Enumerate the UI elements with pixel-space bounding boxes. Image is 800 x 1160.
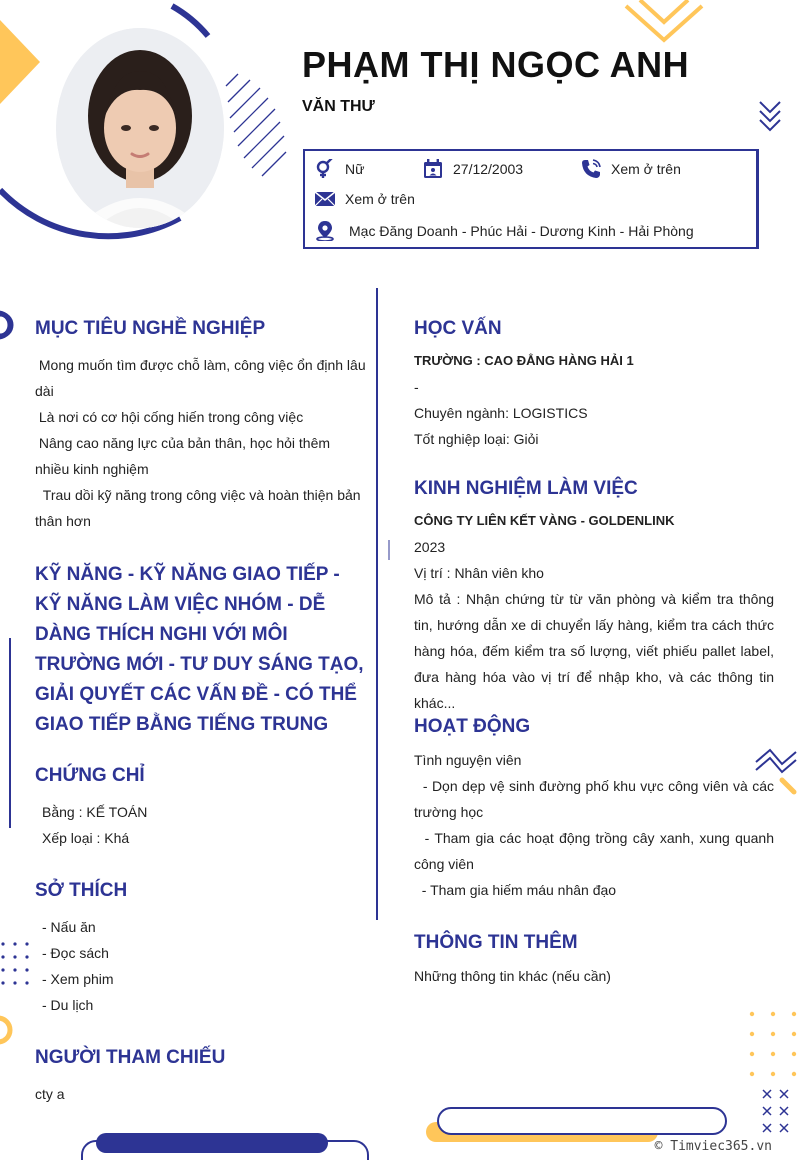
- candidate-name: PHẠM THỊ NGỌC ANH: [302, 44, 690, 85]
- yellow-triangle-top-left: [0, 20, 40, 104]
- extra-info-text: Những thông tin khác (nếu cần): [414, 968, 611, 984]
- personal-info-box: [303, 149, 759, 249]
- avatar: [56, 28, 224, 228]
- experience-description: Mô tả : Nhận chứng từ từ văn phòng và kiểm tra thông tin, hướng dẫn xe di chuyển lấy hàng, kiểm tra cách thức hàng hóa, đếm kiểm tra số lượng, viết phiếu pallet label, đưa hàng hóa vào vị trí để nhập kho, và các thông tin khác...: [414, 591, 774, 711]
- activity-heading: Tình nguyện viên: [414, 752, 522, 768]
- extra-info-heading: THÔNG TIN THÊM: [414, 932, 578, 953]
- phone-row: [581, 159, 681, 179]
- photo-arc-top: [172, 6, 208, 36]
- dob-value: 27/12/2003: [453, 161, 524, 177]
- objective-line: Mong muốn tìm được chỗ làm, công việc ổn định lâu dài: [35, 357, 370, 399]
- dob-row: [423, 159, 523, 179]
- activity-item: - Tham gia hiếm máu nhân đạo: [414, 882, 617, 898]
- x-marks: [763, 1090, 788, 1132]
- dot-grid-left: [1, 942, 28, 984]
- email-row: [315, 191, 415, 207]
- school-name: TRƯỜNG : CAO ĐẲNG HÀNG HẢI 1: [414, 353, 634, 368]
- gender-row: [315, 159, 364, 179]
- activity-item: - Dọn dẹp vệ sinh đường phố khu vực công viên và các trường học: [414, 778, 778, 820]
- experience-heading: KINH NGHIỆM LÀM VIỆC: [414, 478, 638, 499]
- dot-grid-right: [750, 1012, 796, 1076]
- experience-text: [414, 508, 774, 716]
- company-name: CÔNG TY LIÊN KẾT VÀNG - GOLDENLINK: [414, 513, 675, 528]
- certificate-line: Bằng : KẾ TOÁN: [42, 804, 148, 820]
- chevrons-down-icon: [760, 102, 780, 130]
- hobby-item: - Xem phim: [42, 971, 114, 987]
- education-heading: HỌC VẤN: [414, 318, 502, 339]
- objective-line: Nâng cao năng lực của bản thân, học hỏi thêm nhiều kinh nghiệm: [35, 435, 334, 477]
- hobby-item: - Đọc sách: [42, 945, 109, 961]
- skills-heading: KỸ NĂNG - KỸ NĂNG GIAO TIẾP - KỸ NĂNG LÀM VIỆC NHÓM - DỄ DÀNG THÍCH NGHI VỚI MÔI TRƯỜNG MỚI - TƯ DUY SÁNG TẠO, GIẢI QUYẾT CÁC VẤN ĐỀ - CÓ THỂ GIAO TIẾP BẰNG TIẾNG TRUNG: [35, 564, 364, 735]
- address-value: Mạc Đăng Doanh - Phúc Hải - Dương Kinh - Hải Phòng: [349, 223, 694, 239]
- phone-icon: [581, 159, 601, 179]
- address-row: [315, 221, 694, 241]
- certificate-line: Xếp loại : Khá: [42, 830, 130, 846]
- hobby-item: - Du lịch: [42, 997, 94, 1013]
- objective-line: Trau dồi kỹ năng trong công việc và hoàn thiện bản thân hơn: [35, 487, 365, 529]
- location-pin-icon: [315, 221, 335, 241]
- objective-heading: MỤC TIÊU NGHỀ NGHIỆP: [35, 318, 266, 339]
- education-grade: Tốt nghiệp loại: Giỏi: [414, 431, 539, 447]
- references-text: cty a: [35, 1086, 65, 1102]
- activity-item: - Tham gia các hoạt động trồng cây xanh, xung quanh công viên: [414, 830, 778, 872]
- hobby-item: - Nấu ăn: [42, 919, 96, 935]
- education-text: [414, 348, 774, 452]
- certificates-heading: CHỨNG CHỈ: [35, 765, 145, 786]
- activities-text: [414, 747, 778, 903]
- hatch-lines: [226, 74, 286, 176]
- references-heading: NGƯỜI THAM CHIẾU: [35, 1047, 226, 1068]
- hobbies-heading: SỞ THÍCH: [35, 880, 128, 901]
- gender-icon: [315, 159, 335, 179]
- gender-value: Nữ: [345, 161, 365, 177]
- objective-line: Là nơi có cơ hội cống hiến trong công việc: [35, 409, 304, 425]
- footer-watermark: © Timviec365.vn: [654, 1139, 772, 1154]
- pill-blue-bottom: [96, 1133, 328, 1153]
- email-value: Xem ở trên: [345, 191, 415, 207]
- envelope-icon: [315, 191, 335, 207]
- certificates-text: [42, 799, 147, 851]
- pill-outline-bottom: [438, 1108, 726, 1134]
- objective-text: [35, 352, 370, 534]
- calendar-icon: [423, 159, 443, 179]
- activities-heading: HOẠT ĐỘNG: [414, 716, 531, 737]
- hobbies-list: [42, 914, 114, 1018]
- education-dash: -: [414, 379, 419, 395]
- phone-value: Xem ở trên: [611, 161, 681, 177]
- education-major: Chuyên ngành: LOGISTICS: [414, 405, 588, 421]
- experience-year: 2023: [414, 539, 446, 555]
- job-title: VĂN THƯ: [302, 98, 375, 115]
- experience-position: Vị trí : Nhân viên kho: [414, 565, 544, 581]
